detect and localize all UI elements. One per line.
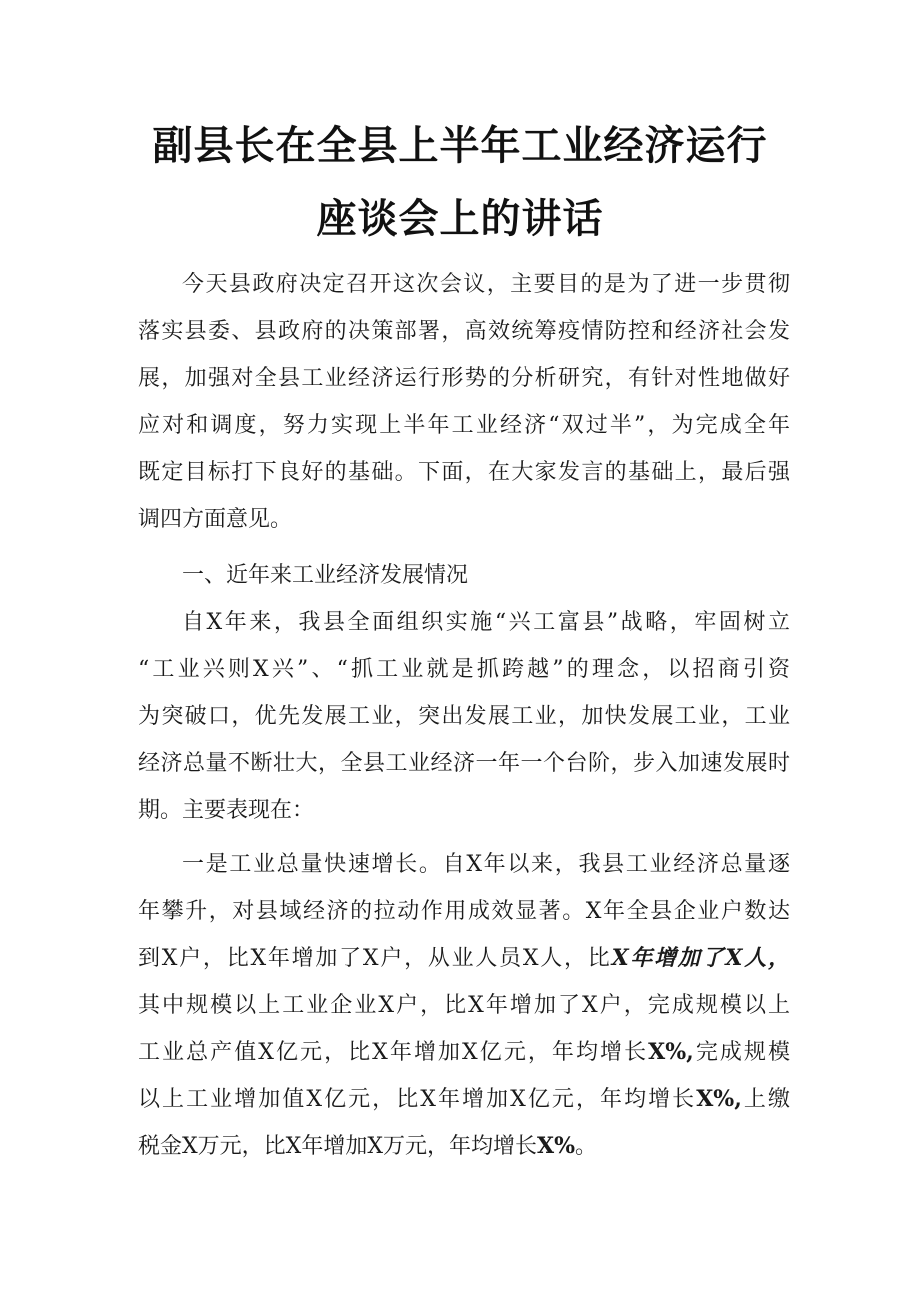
paragraph-line: 年攀升，对县域经济的拉动作用成效显著。X年全县企业户数达 — [138, 899, 790, 924]
paragraph-line: 一是工业总量快速增长。自X年以来，我县工业经济总量逐 — [182, 852, 790, 877]
paragraph-line: 经济总量不断壮大，全县工业经济一年一个台阶，步入加速发展时 — [138, 751, 790, 776]
document-title-line-1: 副县长在全县上半年工业经济运行 — [152, 123, 768, 169]
paragraph-line: 既定目标打下良好的基础。下面，在大家发言的基础上，最后强 — [138, 460, 790, 485]
section-heading-text: 一、近年来工业经济发展情况 — [182, 563, 469, 588]
percent-value: X%, — [696, 1086, 742, 1112]
percent-value: X%, — [648, 1039, 694, 1065]
paragraph-line: 其中规模以上工业企业X户，比X年增加了X户，完成规模以上 — [138, 993, 790, 1018]
section-heading-1 — [138, 552, 790, 599]
paragraph-intro — [138, 261, 790, 543]
paragraph-line: 展，加强对全县工业经济运行形势的分析研究，有针对性地做好 — [138, 366, 790, 391]
document-title-line-2: 座谈会上的讲话 — [316, 196, 604, 242]
paragraph-line: 为突破口，优先发展工业，突出发展工业，加快发展工业，工业 — [138, 704, 790, 729]
percent-value: X% — [537, 1133, 575, 1159]
paragraph-line — [138, 1029, 790, 1076]
paragraph-line: “工业兴则X兴”、“抓工业就是抓跨越”的理念，以招商引资 — [138, 657, 790, 682]
paragraph-line — [138, 1123, 790, 1170]
paragraph-line: 期。主要表现在： — [138, 798, 315, 823]
paragraph-line: 自X年来，我县全面组织实施“兴工富县”战略，牢固树立 — [182, 610, 790, 635]
paragraph-development — [138, 599, 790, 834]
paragraph-line: 落实县委、县政府的决策部署，高效统筹疫情防控和经济社会发 — [138, 319, 790, 344]
paragraph-line — [138, 1076, 790, 1123]
line-text: 以上工业增加值X亿元，比X年增加X亿元，年均增长 — [138, 1087, 697, 1112]
paragraph-line: 调四方面意见。 — [138, 507, 293, 532]
line-text: 到X户，比X年增加了X户，从业人员X人，比 — [138, 946, 612, 971]
line-text: 上缴 — [741, 1087, 790, 1112]
paragraph-line: 今天县政府决定召开这次会议，主要目的是为了进一步贯彻 — [182, 272, 790, 297]
line-text: 。 — [574, 1134, 597, 1159]
emphasized-text: X年增加了X人， — [611, 945, 791, 971]
paragraph-line — [138, 935, 790, 982]
line-text: 工业总产值X亿元，比X年增加X亿元，年均增长 — [138, 1040, 649, 1065]
paragraph-growth — [138, 841, 790, 1170]
line-text: 完成规模 — [693, 1040, 790, 1065]
line-text: 税金X万元，比X年增加X万元，年均增长 — [138, 1134, 537, 1159]
paragraph-line: 应对和调度，努力实现上半年工业经济“双过半”，为完成全年 — [138, 413, 790, 438]
